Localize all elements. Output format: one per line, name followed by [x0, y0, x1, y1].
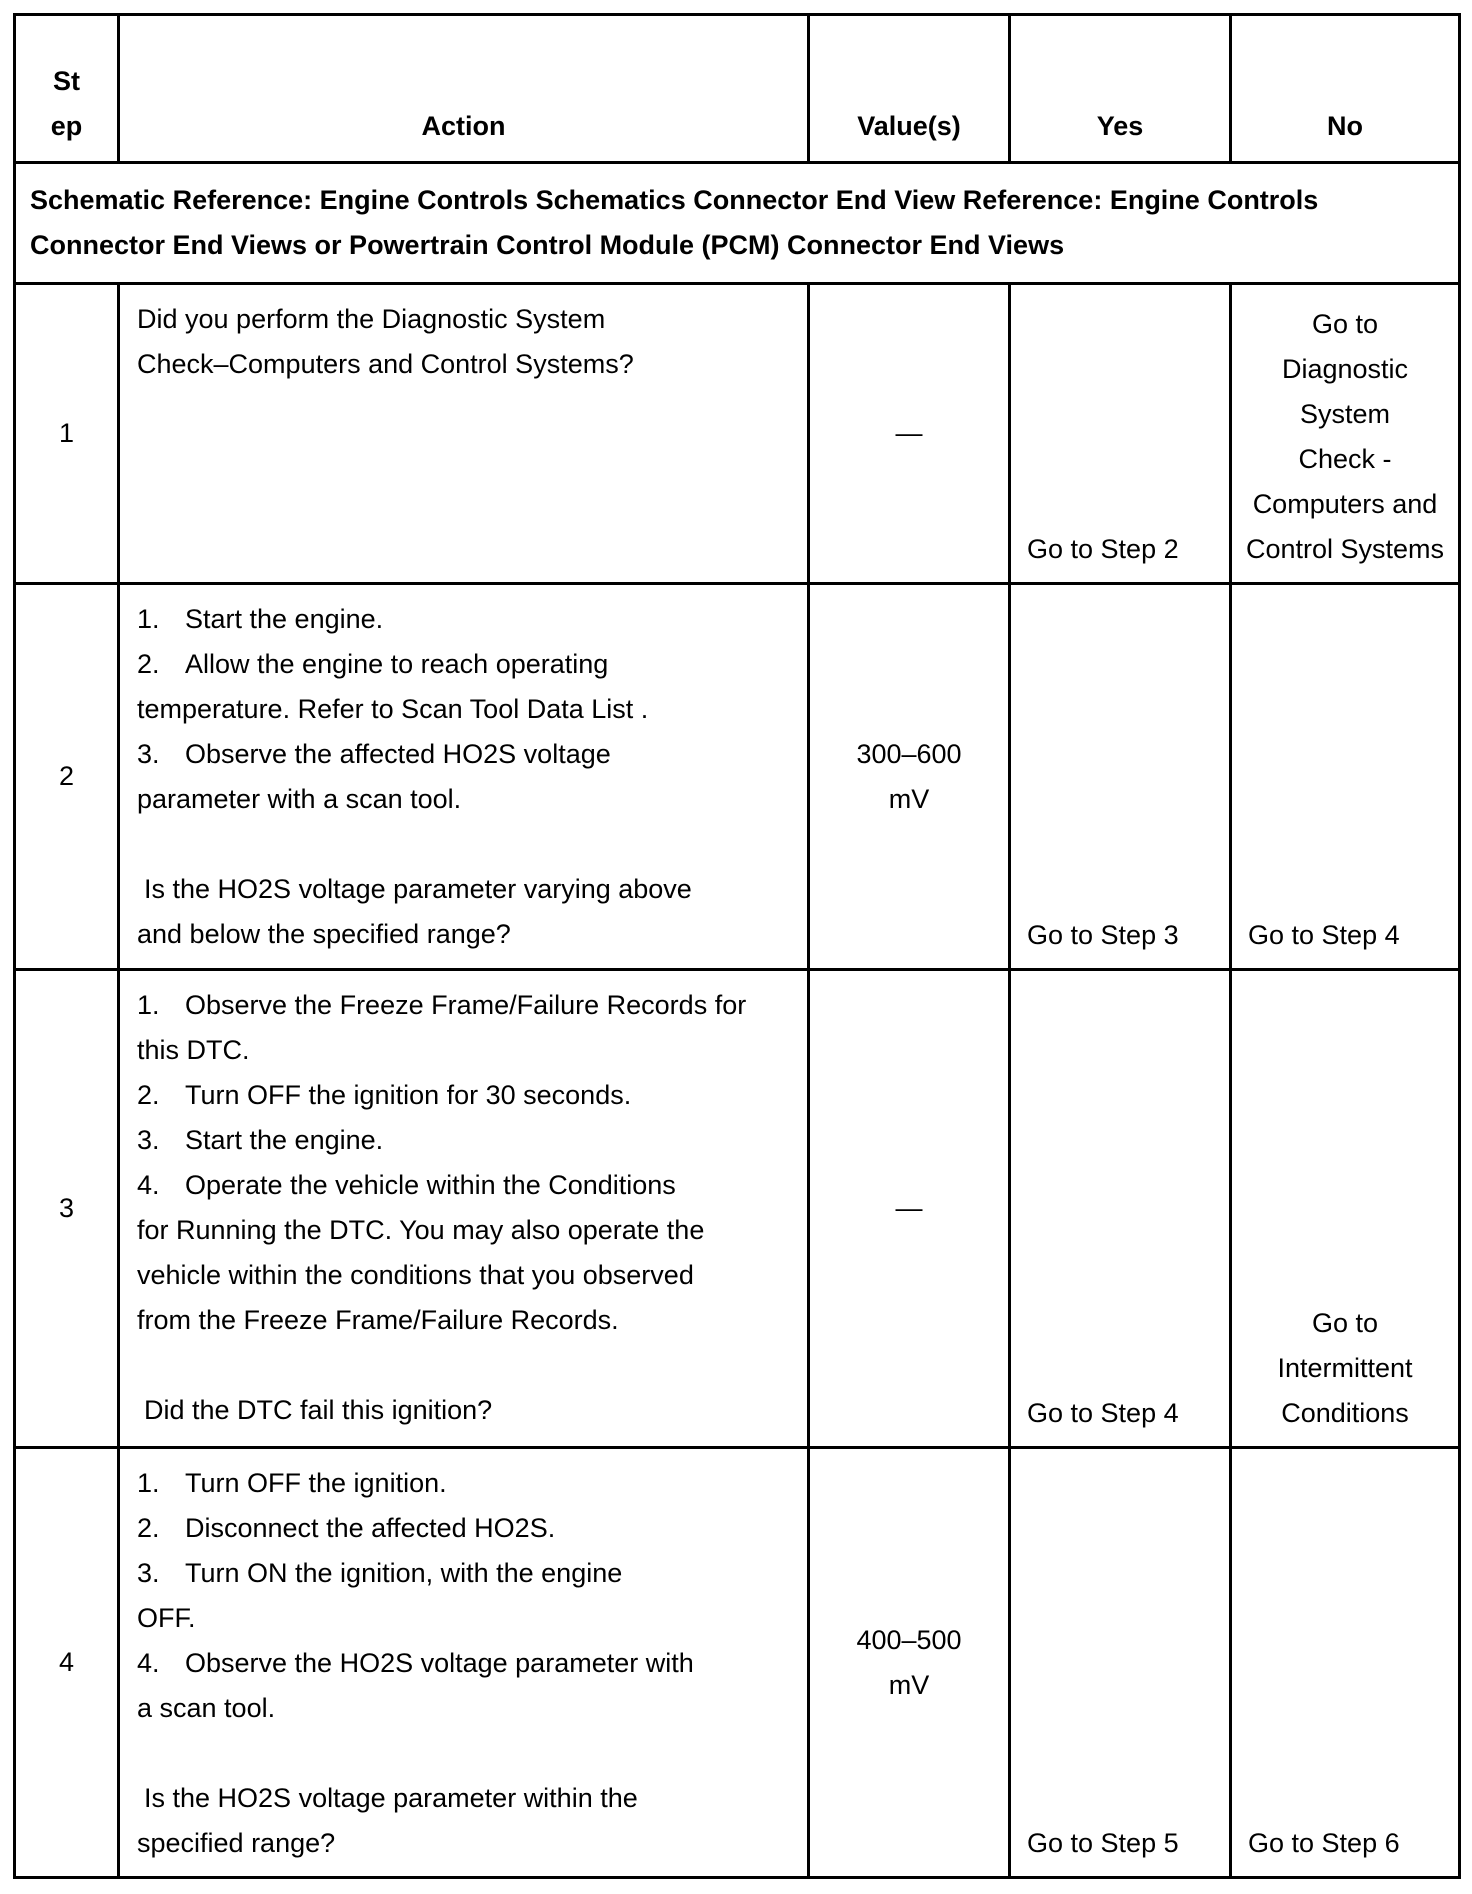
action-cell: 1. Start the engine. 2. Allow the engine to reach operating temperature. Refer to Scan Tool Data List . 3. Observe the affected HO2S voltage parameter with a scan tool. Is the HO2S voltage parameter varying above and below the specified range? — [119, 584, 809, 970]
question: Is the HO2S voltage parameter within the — [144, 1783, 638, 1813]
header-no: No — [1231, 15, 1460, 163]
action-item: 3. Turn ON the ignition, with the engine — [137, 1558, 623, 1588]
table-row — [15, 284, 1460, 584]
yes-cell: Go to Step 3 — [1010, 584, 1231, 970]
no-cell: Go to Intermittent Conditions — [1231, 970, 1460, 1448]
action-item: 3. Start the engine. — [137, 1125, 384, 1155]
diagnostic-table — [13, 13, 1461, 1879]
step-number: 4 — [15, 1448, 119, 1878]
header-step: St ep — [15, 15, 119, 163]
no-cell: Go to Step 6 — [1231, 1448, 1460, 1878]
header-action: Action — [119, 15, 809, 163]
table-row — [15, 1448, 1460, 1878]
action-item: 2. Turn OFF the ignition for 30 seconds. — [137, 1080, 632, 1110]
question: Did the DTC fail this ignition? — [144, 1395, 493, 1425]
step-number: 1 — [15, 284, 119, 584]
question: Is the HO2S voltage parameter varying above — [144, 874, 692, 904]
action-cell: Did you perform the Diagnostic System Check–Computers and Control Systems? — [119, 284, 809, 584]
value-cell: 400–500 mV — [809, 1448, 1010, 1878]
action-item: 4. Observe the HO2S voltage parameter with — [137, 1648, 694, 1678]
action-item: 2. Allow the engine to reach operating — [137, 649, 609, 679]
action-cell: 1. Turn OFF the ignition. 2. Disconnect the affected HO2S. 3. Turn ON the ignition, with the engine OFF. 4. Observe the HO2S voltage parameter with a scan tool. Is the HO2S voltage parameter within the specified range? — [119, 1448, 809, 1878]
action-item: 4. Operate the vehicle within the Conditions — [137, 1170, 676, 1200]
yes-cell: Go to Step 4 — [1010, 970, 1231, 1448]
value-cell: — — [809, 970, 1010, 1448]
action-item: 2. Disconnect the affected HO2S. — [137, 1513, 556, 1543]
yes-cell: Go to Step 5 — [1010, 1448, 1231, 1878]
value-cell: — — [809, 284, 1010, 584]
schematic-reference: Schematic Reference: Engine Controls Schematics Connector End View Reference: Engine Controls Connector End Views or Powertrain Control Module (PCM) Connector End Views — [15, 163, 1460, 284]
value-cell: 300–600 mV — [809, 584, 1010, 970]
action-item: 1. Start the engine. — [137, 604, 384, 634]
no-cell: Go to Diagnostic System Check - Computers and Control Systems — [1231, 284, 1460, 584]
schematic-reference-row — [15, 163, 1460, 284]
table-row — [15, 970, 1460, 1448]
header-row — [15, 15, 1460, 163]
action-cell: 1. Observe the Freeze Frame/Failure Records for this DTC. 2. Turn OFF the ignition for 30 seconds. 3. Start the engine. 4. Operate the vehicle within the Conditions for Running the DTC. You may also operate the vehicle within the conditions that you observed from the Freeze Frame/Failure Records. Did the DTC fail this ignition? — [119, 970, 809, 1448]
header-values: Value(s) — [809, 15, 1010, 163]
step-number: 2 — [15, 584, 119, 970]
no-cell: Go to Step 4 — [1231, 584, 1460, 970]
action-item: 3. Observe the affected HO2S voltage — [137, 739, 611, 769]
header-yes: Yes — [1010, 15, 1231, 163]
yes-cell: Go to Step 2 — [1010, 284, 1231, 584]
action-item: 1. Turn OFF the ignition. — [137, 1468, 447, 1498]
table-row — [15, 584, 1460, 970]
step-number: 3 — [15, 970, 119, 1448]
action-item: 1. Observe the Freeze Frame/Failure Records for — [137, 990, 747, 1020]
